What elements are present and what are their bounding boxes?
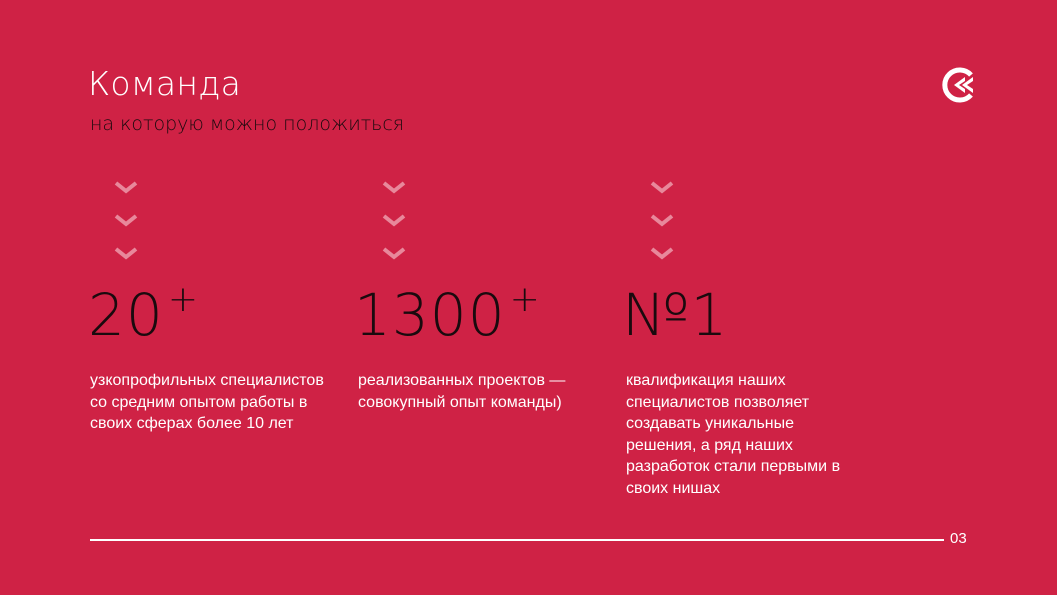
stat-suffix: + [509,279,541,320]
chevrons-down-icon [113,178,139,268]
page-subtitle: на которую можно положиться [90,113,405,135]
stat-description: узкопрофильных специалистов со средним опытом работы в своих сферах более 10 лет [90,372,324,432]
footer-divider [90,539,944,541]
stat-description: реализованных проектов — совокупный опыт команды) [358,372,566,411]
chevrons-down-icon [649,178,675,268]
chevrons-down-icon [381,178,407,268]
stat-value: 20 + [88,279,199,349]
stat-suffix: + [167,279,199,320]
brand-logo-icon [940,66,978,104]
stat-value: №1 [622,281,729,349]
stat-value: 1300 + [354,279,541,349]
page-title: Команда [88,64,242,103]
page-number: 03 [950,530,967,547]
stat-description: квалификация наших специалистов позволяет создавать уникальные решения, а ряд наших разработок стали первыми в своих нишах [626,372,841,497]
